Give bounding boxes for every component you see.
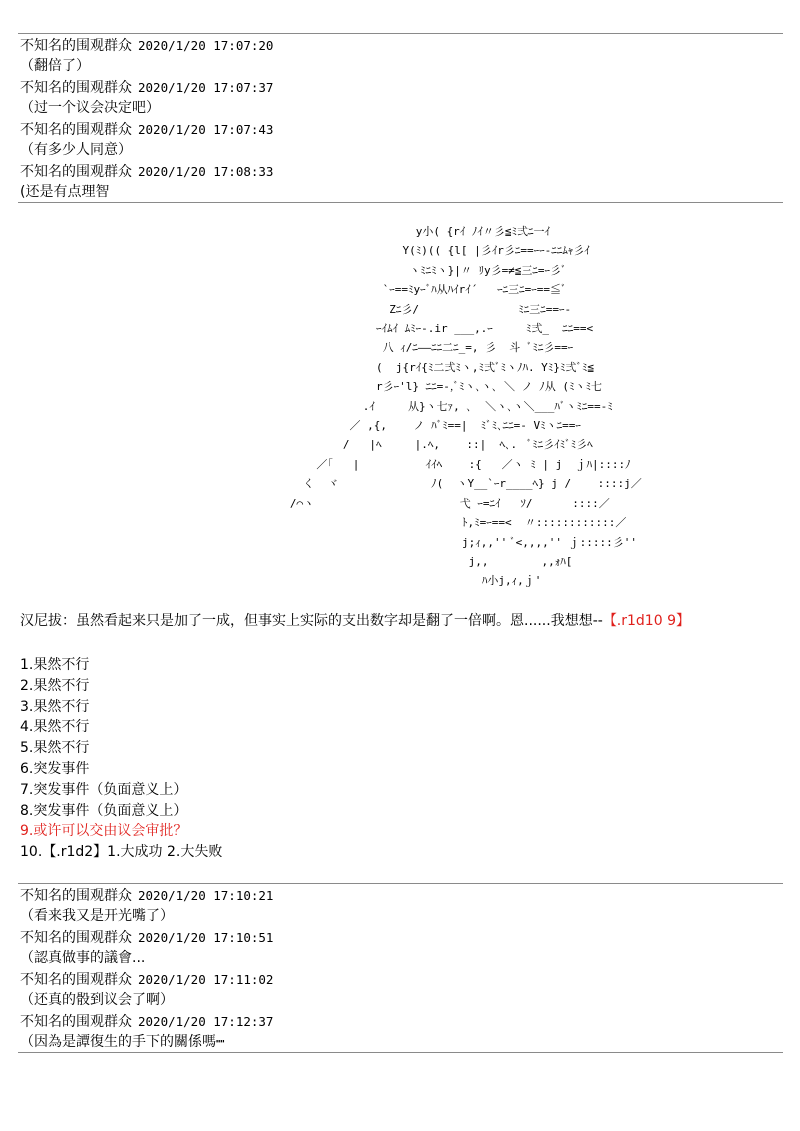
username: 不知名的围观群众 [20,930,132,946]
ascii-art-line: ｰｲﾑｲ ﾑﾐｰ-.ir ___,.ｰ ﾐ弍_ ﾆﾆ==< [270,322,594,336]
comment-text: （認真做事的議會... [20,950,146,966]
comment-header [20,885,780,906]
timestamp: 2020/1/20 17:10:21 [138,888,274,903]
comment-header [20,77,780,98]
option-item: 10.【.r1d2】1.大成功 2.大失败 [20,844,223,861]
option-item: 1.果然不行 [20,657,90,673]
comment-header [20,35,780,56]
comment-text: (还是有点理智 [20,184,110,200]
option-item: 3.果然不行 [20,698,90,715]
ascii-art-line: Zﾆ彡/ ﾐﾆ三ﾆ==ｰ- [270,302,572,316]
option-item: 7.突发事件（负面意义上） [20,781,188,798]
ascii-art-line: く ヾ ﾉ( ヽY__`ｰr____ﾍ} j / ::::j／ [270,477,642,491]
middle-separator [18,202,783,203]
ascii-art-line: ( j{rｲ{ﾐ二弍ﾐヽ,ﾐ弍ﾞﾐヽﾉﾊ. Yﾐ}ﾐ弍ﾞﾐ≦ [270,360,595,374]
option-item-selected: 9.或许可以交由议会审批？ [20,823,188,840]
ascii-art-line: .ｲ 从}ヽ七ｧ, ､ ＼ヽ､ヽ＼___ﾊﾞヽﾐﾆ==-ﾐ [270,399,613,413]
timestamp: 2020/1/20 17:07:20 [138,38,274,53]
ascii-art-line: ヽﾐﾆﾐヽ}|〃 ﾘy彡=≠≦三ﾆ=ｰ彡ﾞ [270,263,567,277]
comment-text: （还真的骰到议会了啊） [20,992,174,1008]
ascii-art-line: / |ﾍ |.ﾍ, ::| ﾍ､. ﾞﾐﾆ彡ｲﾐﾞﾐ彡ﾍ [270,438,593,452]
dice-roll-result: 【.r1d10 9】 [602,613,690,629]
username: 不知名的围观群众 [20,38,132,54]
username: 不知名的围观群众 [20,888,132,904]
narration-text: 汉尼拔：虽然看起来只是加了一成，但事实上实际的支出数字却是翻了一倍啊。恩......我想想-- [20,613,603,629]
comment-header [20,1011,780,1032]
option-item: 5.果然不行 [20,740,90,757]
comment-header [20,161,780,182]
ascii-art-line: ／ ,{, ノ ﾊﾞﾐ==| ﾐﾞﾐ､ﾆﾆ=- Vﾐヽﾆ==ｰ [270,419,581,433]
comment-header [20,969,780,990]
comment-text: （翻倍了） [20,58,90,74]
comment-header [20,927,780,948]
ascii-art-line: j,, ,,ｫﾊ[ [270,554,573,568]
comment-text: （看来我又是开光嘴了） [20,908,174,924]
narration-line [20,610,690,630]
username: 不知名的围观群众 [20,972,132,988]
comment-text: （过一个议会决定吧） [20,100,160,116]
option-item: 2.果然不行 [20,677,90,694]
ascii-art-line: `ｰ==ﾐyｰﾞﾊ从ﾊｲrｲ´ ｰﾆ三ﾆ=ｰ==≦ﾞ [270,283,567,297]
options-list [20,655,222,863]
timestamp: 2020/1/20 17:08:33 [138,164,274,179]
timestamp: 2020/1/20 17:07:37 [138,80,274,95]
lower-separator [18,883,783,884]
ascii-art-line: ﾊ小j,ｨ,ｊ' [270,574,542,588]
option-item: 6.突发事件 [20,760,90,777]
ascii-art-line: ﾄ,ﾐ=ｰ==< 〃::::::::::::／ [270,516,627,530]
timestamp: 2020/1/20 17:12:37 [138,1014,274,1029]
comment-header [20,119,780,140]
comment-thread-top [20,35,780,203]
top-separator [18,33,783,34]
option-item: 4.果然不行 [20,719,90,736]
ascii-art-line: j;ｨ,,'' ﾞ<,,,,'' ｊ:::::彡'' [270,535,637,549]
username: 不知名的围观群众 [20,1014,132,1030]
timestamp: 2020/1/20 17:07:43 [138,122,274,137]
option-item: 8.突发事件（负面意义上） [20,802,188,819]
ascii-art-character [270,222,785,594]
ascii-art-line: ／｢ | ｲｲﾍ :{ ／ヽ ﾐ | j ｊﾊ|::::ﾉ [270,457,631,471]
timestamp: 2020/1/20 17:10:51 [138,930,274,945]
username: 不知名的围观群众 [20,164,132,180]
comment-text: （因為是譚復生的手下的關係嗎┉ [20,1034,225,1050]
ascii-art-line: 八 ｨ/ﾆ――ﾆﾆ二ﾆ_=, 彡 斗 ﾞﾐﾆ彡==ｰ [270,341,574,355]
ascii-art-line: y小( {rｲ ﾉｲ〃彡≦ﾐ弍ﾆ一ｲ [270,225,551,238]
comment-text: （有多少人同意） [20,142,132,158]
bottom-separator [18,1052,783,1053]
ascii-art-line: /⌒ヽ 弋 ｰ=ﾆｲ ｿ/ ::::／ [270,496,610,510]
ascii-art-line: Y(ﾐ)(( {l[ |彡ｲr彡ﾆ==ｰｰ-ﾆﾆﾑｬ彡ｲ [270,244,590,258]
ascii-art-line: r彡ｰ'l} ﾆﾆ=-,ﾞﾐヽ､ヽ､ ＼ ノ ﾉ从 (ﾐヽﾐ七 [270,380,603,394]
comment-thread-bottom [20,885,780,1053]
username: 不知名的围观群众 [20,122,132,138]
username: 不知名的围观群众 [20,80,132,96]
timestamp: 2020/1/20 17:11:02 [138,972,274,987]
